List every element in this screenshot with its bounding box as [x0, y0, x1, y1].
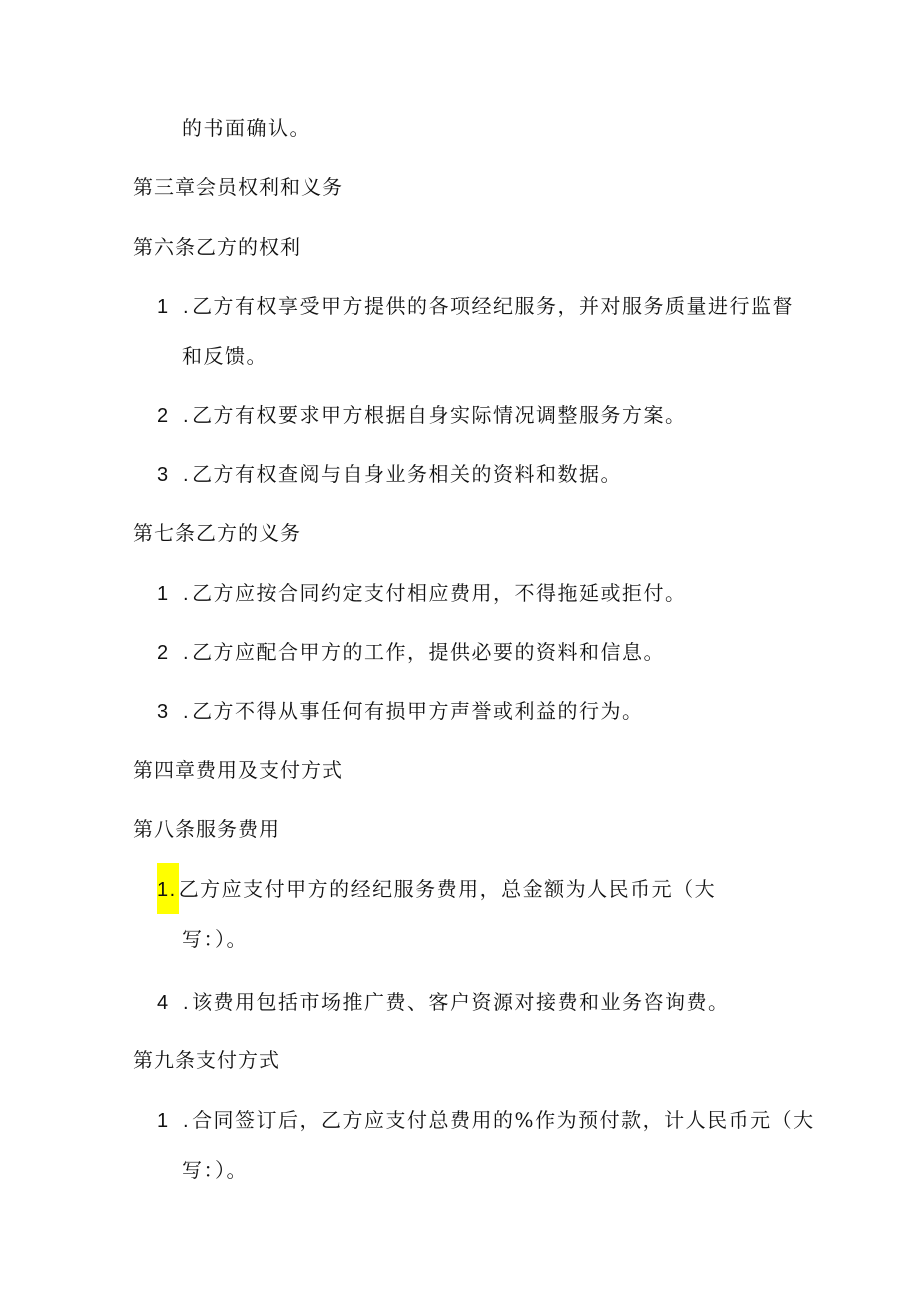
article-heading-6: [133, 233, 301, 261]
paragraph-continuation: [182, 114, 311, 142]
list-dot: .: [183, 992, 191, 1014]
chapter-heading-4: [133, 756, 343, 784]
text: 乙方有权查阅与自身业务相关的资料和数据。: [192, 462, 623, 486]
text: 合同签订后，乙方应支付总费用的%作为预付款，计人民币元（大: [192, 1108, 815, 1132]
text: 和反馈。: [182, 344, 268, 368]
text: 第三章会员权利和义务: [133, 175, 343, 199]
list-item: [157, 292, 794, 321]
text: 该费用包括市场推广费、客户资源对接费和业务咨询费。: [192, 990, 730, 1014]
list-item: [157, 579, 687, 608]
list-item: [157, 988, 730, 1017]
list-item: [157, 638, 665, 667]
text: 的书面确认。: [182, 116, 311, 140]
list-dot: .: [183, 583, 191, 605]
text: 乙方应配合甲方的工作，提供必要的资料和信息。: [192, 640, 666, 664]
text: 乙方应按合同约定支付相应费用，不得拖延或拒付。: [192, 581, 687, 605]
text: 第九条支付方式: [133, 1048, 280, 1072]
text: 第七条乙方的义务: [133, 521, 301, 545]
article-heading-8: [133, 815, 280, 843]
text: 第八条服务费用: [133, 817, 280, 841]
list-item: [157, 697, 644, 726]
list-item-continuation: [182, 925, 248, 953]
list-number: 2: [157, 405, 170, 427]
text: 第六条乙方的权利: [133, 235, 301, 259]
list-number: 1: [157, 879, 170, 901]
text: 第四章费用及支付方式: [133, 758, 343, 782]
list-dot: .: [183, 701, 191, 723]
list-number: 3: [157, 464, 170, 486]
text: 写：）。: [182, 1158, 248, 1182]
article-heading-7: [133, 519, 301, 547]
text: 乙方应支付甲方的经纪服务费用，总金额为人民币元（大: [178, 877, 717, 901]
list-dot: .: [183, 464, 191, 486]
list-dot: .: [183, 642, 191, 664]
text: 乙方有权要求甲方根据自身实际情况调整服务方案。: [192, 403, 687, 427]
list-number: 1: [157, 583, 170, 605]
text: 乙方有权享受甲方提供的各项经纪服务，并对服务质量进行监督: [192, 294, 795, 318]
list-item: [157, 1106, 815, 1135]
text: 乙方不得从事任何有损甲方声誉或利益的行为。: [192, 699, 644, 723]
chapter-heading-3: [133, 173, 343, 201]
list-item-highlighted: [157, 875, 716, 914]
list-dot: .: [169, 879, 177, 901]
list-dot: .: [183, 1110, 191, 1132]
list-number: 1: [157, 1110, 170, 1132]
list-item-continuation: [182, 342, 268, 370]
highlight-mark: [157, 863, 179, 914]
list-number: 1: [157, 296, 170, 318]
list-item-continuation: [182, 1156, 248, 1184]
article-heading-9: [133, 1046, 280, 1074]
text: 写：）。: [182, 927, 248, 951]
list-item: [157, 460, 622, 489]
list-number: 4: [157, 992, 170, 1014]
list-number: 2: [157, 642, 170, 664]
list-dot: .: [183, 296, 191, 318]
list-item: [157, 401, 687, 430]
list-number: 3: [157, 701, 170, 723]
list-dot: .: [183, 405, 191, 427]
